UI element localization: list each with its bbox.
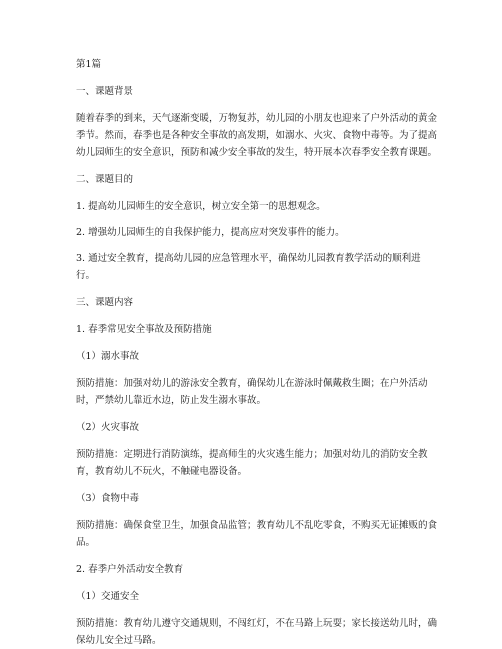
subsection-title: 2. 春季户外活动安全教育 — [76, 564, 184, 575]
item-label-drowning: （1）溺水事故 — [76, 351, 140, 362]
background-paragraph: 随着春季的到来，天气逐渐变暖，万物复苏，幼儿园的小朋友也迎来了户外活动的黄金季节。然而，春季也是各种安全事故的高发期，如溺水、火灾、食物中毒等。为了提高幼儿园师生的安全意识，预防和减少安全事故的发生，特开展本次春季安全教育课题。 — [76, 113, 438, 158]
purpose-item: 2. 增强幼儿园师生的自我保护能力，提高应对突发事件的能力。 — [76, 227, 345, 238]
item-text-fire: 预防措施：定期进行消防演练，提高师生的火灾逃生能力；加强对幼儿的消防安全教育，教育幼儿不玩火，不触碰电器设备。 — [76, 449, 428, 477]
item-text-drowning: 预防措施：加强对幼儿的游泳安全教育，确保幼儿在游泳时佩戴救生圈；在户外活动时，严禁幼儿靠近水边，防止发生溺水事故。 — [76, 378, 428, 406]
section-heading-content: 三、课题内容 — [76, 297, 134, 308]
part-label: 第1篇 — [76, 59, 102, 70]
purpose-item: 3. 通过安全教育，提高幼儿园的应急管理水平，确保幼儿园教育教学活动的顺利进行。 — [76, 253, 421, 281]
item-label-traffic: （1）交通安全 — [76, 591, 140, 602]
subsection-title: 1. 春季常见安全事故及预防措施 — [76, 324, 212, 335]
section-heading-purpose: 二、课题目的 — [76, 174, 134, 185]
item-text-traffic: 预防措施：教育幼儿遵守交通规则，不闯红灯，不在马路上玩耍；家长接送幼儿时，确保幼儿安全过马路。 — [76, 618, 438, 646]
document-body — [76, 56, 438, 649]
item-label-food: （3）食物中毒 — [76, 493, 140, 504]
item-label-fire: （2）火灾事故 — [76, 422, 140, 433]
section-heading-background: 一、课题背景 — [76, 86, 134, 97]
item-text-food: 预防措施：确保食堂卫生，加强食品监管；教育幼儿不乱吃零食，不购买无证摊贩的食品。 — [76, 520, 438, 548]
purpose-item: 1. 提高幼儿园师生的安全意识，树立安全第一的思想观念。 — [76, 201, 326, 212]
